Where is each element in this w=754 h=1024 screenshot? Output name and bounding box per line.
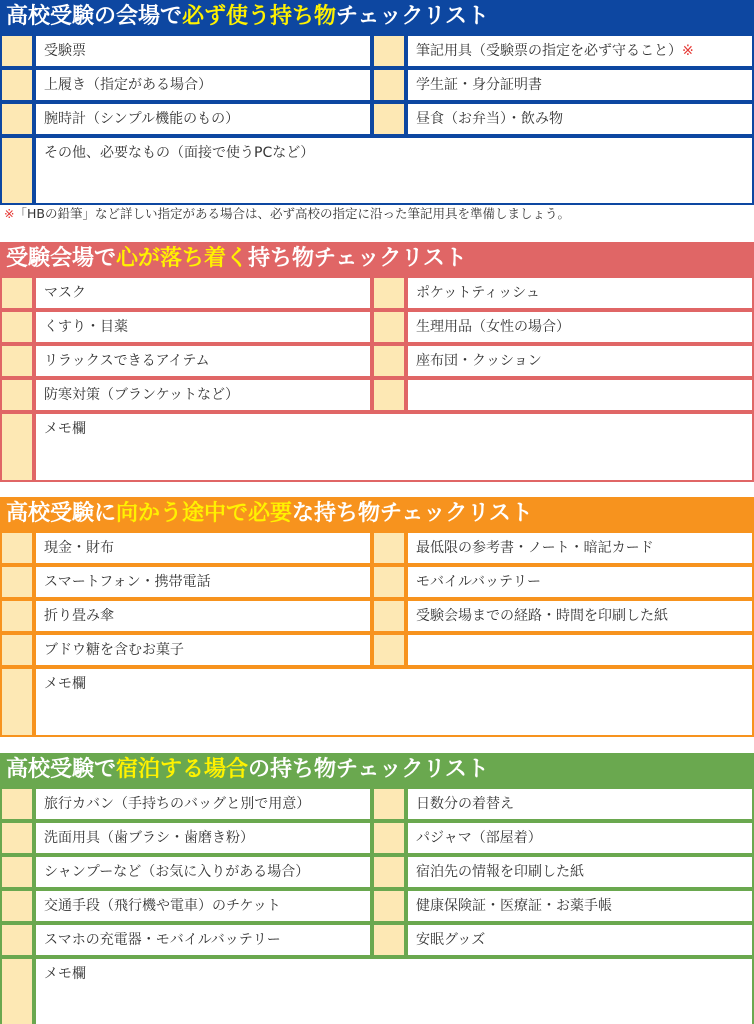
section-overnight-stay [0, 753, 754, 1024]
list-item: リラックスできるアイテム [34, 344, 372, 378]
list-item: シャンプーなど（お気に入りがある場合） [34, 855, 372, 889]
checkbox[interactable] [372, 923, 406, 957]
section-on-the-way [0, 497, 754, 737]
list-item: 日数分の着替え [406, 787, 754, 821]
list-item: 旅行カバン（手持ちのバッグと別で用意） [34, 787, 372, 821]
checkbox[interactable] [0, 821, 34, 855]
checkbox[interactable] [0, 565, 34, 599]
list-item: 安眠グッズ [406, 923, 754, 957]
list-item[interactable] [406, 378, 754, 412]
list-item[interactable] [406, 633, 754, 667]
list-item: 学生証・身分証明書 [406, 68, 754, 102]
checkbox[interactable] [372, 889, 406, 923]
section-title: 高校受験に向かう途中で必要な持ち物チェックリスト [0, 497, 754, 531]
memo-field[interactable]: その他、必要なもの（面接で使うPCなど） [34, 136, 754, 205]
checkbox[interactable] [372, 821, 406, 855]
memo-field[interactable]: メモ欄 [34, 957, 754, 1024]
checkbox[interactable] [0, 889, 34, 923]
checkbox[interactable] [372, 855, 406, 889]
list-item: 現金・財布 [34, 531, 372, 565]
checkbox[interactable] [0, 855, 34, 889]
checkbox[interactable] [372, 344, 406, 378]
checkbox[interactable] [372, 633, 406, 667]
memo-field[interactable]: メモ欄 [34, 412, 754, 482]
checkbox[interactable] [0, 344, 34, 378]
list-item: ブドウ糖を含むお菓子 [34, 633, 372, 667]
list-item: 筆記用具（受験票の指定を必ず守ること）※ [406, 34, 754, 68]
list-item: 宿泊先の情報を印刷した紙 [406, 855, 754, 889]
section-title: 高校受験の会場で必ず使う持ち物チェックリスト [0, 0, 754, 34]
checkbox[interactable] [0, 136, 34, 205]
list-item: 腕時計（シンプル機能のもの） [34, 102, 372, 136]
checkbox[interactable] [372, 787, 406, 821]
list-item: 交通手段（飛行機や電車）のチケット [34, 889, 372, 923]
list-item: スマートフォン・携帯電話 [34, 565, 372, 599]
checkbox[interactable] [0, 667, 34, 737]
footnote: ※「HBの鉛筆」など詳しい指定がある場合は、必ず高校の指定に沿った筆記用具を準備しましょう。 [4, 206, 570, 221]
list-item: スマホの充電器・モバイルバッテリー [34, 923, 372, 957]
checkbox[interactable] [0, 633, 34, 667]
checkbox[interactable] [372, 378, 406, 412]
checkbox[interactable] [0, 378, 34, 412]
list-item: ポケットティッシュ [406, 276, 754, 310]
checkbox[interactable] [372, 34, 406, 68]
checkbox[interactable] [372, 276, 406, 310]
checkbox[interactable] [0, 787, 34, 821]
list-item: 昼食（お弁当）・飲み物 [406, 102, 754, 136]
checkbox[interactable] [0, 310, 34, 344]
checkbox[interactable] [0, 412, 34, 482]
checkbox[interactable] [0, 276, 34, 310]
checkbox[interactable] [0, 957, 34, 1024]
list-item: 防寒対策（ブランケットなど） [34, 378, 372, 412]
checkbox[interactable] [0, 34, 34, 68]
list-item: 座布団・クッション [406, 344, 754, 378]
checkbox[interactable] [372, 310, 406, 344]
checkbox[interactable] [372, 68, 406, 102]
list-item: 折り畳み傘 [34, 599, 372, 633]
checkbox[interactable] [372, 102, 406, 136]
list-item: 健康保険証・医療証・お薬手帳 [406, 889, 754, 923]
section-calming-items [0, 242, 754, 482]
checkbox[interactable] [0, 68, 34, 102]
list-item: マスク [34, 276, 372, 310]
memo-field[interactable]: メモ欄 [34, 667, 754, 737]
list-item: モバイルバッテリー [406, 565, 754, 599]
list-item: 最低限の参考書・ノート・暗記カード [406, 531, 754, 565]
list-item: パジャマ（部屋着） [406, 821, 754, 855]
section-title: 高校受験で宿泊する場合の持ち物チェックリスト [0, 753, 754, 787]
list-item: 受験会場までの経路・時間を印刷した紙 [406, 599, 754, 633]
list-item: 生理用品（女性の場合） [406, 310, 754, 344]
checkbox[interactable] [372, 565, 406, 599]
checkbox[interactable] [0, 599, 34, 633]
checkbox[interactable] [372, 599, 406, 633]
checkbox[interactable] [0, 102, 34, 136]
list-item: 洗面用具（歯ブラシ・歯磨き粉） [34, 821, 372, 855]
list-item: くすり・目薬 [34, 310, 372, 344]
list-item: 受験票 [34, 34, 372, 68]
section-venue-essentials [0, 0, 754, 223]
checkbox[interactable] [372, 531, 406, 565]
checkbox[interactable] [0, 923, 34, 957]
list-item: 上履き（指定がある場合） [34, 68, 372, 102]
checkbox[interactable] [0, 531, 34, 565]
section-title: 受験会場で心が落ち着く持ち物チェックリスト [0, 242, 754, 276]
